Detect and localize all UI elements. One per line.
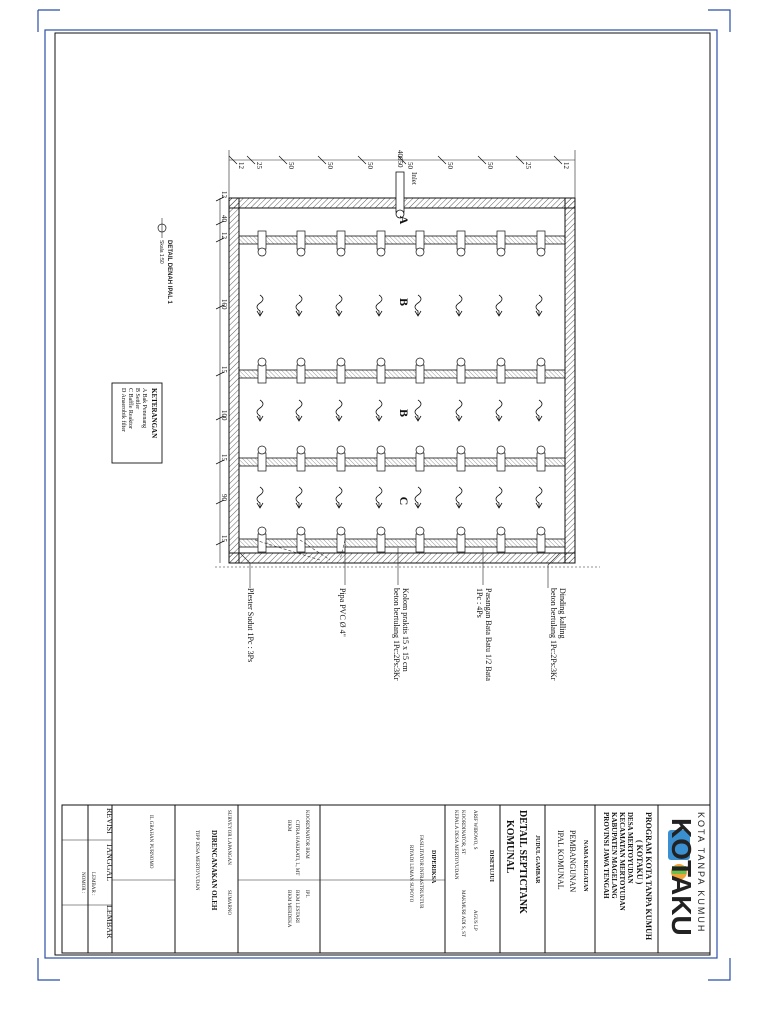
dim-side-label: 15 [220,535,228,542]
flow-arrow [496,295,502,316]
tb-checked: FASILITATOR INFRASTRUKTUR [418,835,423,909]
pipe-outlet [337,527,345,535]
pipe-outlet [297,358,305,366]
wall-left [229,198,239,563]
flow-arrow [536,487,542,508]
dim-top-label: 12 [237,162,245,169]
pvc-pipe [337,534,345,552]
tb-verified: CITRA HAKIKATI, L, MT [294,820,299,876]
tb-drawing-title: KOMUNAL [504,820,515,874]
legend-box [112,383,162,463]
drawing-title-text: DETAIL DENAH IPAL 1 [166,240,172,304]
pvc-pipe [497,534,505,552]
pvc-pipe [416,453,424,471]
flow-arrow [296,295,302,316]
callout-line: Kolom praktis 15 x 15 cm [401,588,410,672]
drawing-title [158,218,172,305]
dim-side-label: 100 [220,410,228,421]
pipe-outlet [416,248,424,256]
pipe-outlet [416,527,424,535]
flow-arrow [536,295,542,316]
tb-activity: IPAL KOMUNAL [556,830,565,890]
tb-drawn-by: IL GRAHAN PURNOMO [148,815,153,869]
pvc-pipe [258,365,266,383]
pvc-pipe [416,231,424,249]
wall-right [565,198,575,563]
pvc-pipe [457,453,465,471]
pvc-pipe [337,453,345,471]
pvc-pipe [457,231,465,249]
partition-1 [239,236,565,244]
kotaku-logo [666,812,706,936]
pipe-outlet [497,446,505,454]
tb-drawing-label: JUDUL GAMBAR [534,835,540,884]
dim-inlet: 40050 [396,150,404,168]
pipe-outlet [537,248,545,256]
pvc-pipe [377,534,385,552]
legend-item-a: A Bak Penenang [141,388,147,428]
tb-activity: PEMBANGUNAN [568,830,577,893]
pvc-pipe [416,534,424,552]
dim-top-label: 50 [326,162,334,169]
dim-top-label: 50 [406,162,414,169]
pvc-pipe [337,231,345,249]
tb-activity-label: NAMA KEGIATAN [582,840,588,892]
flow-arrow [496,487,502,508]
tb-page-no: NOMOR : [80,872,85,894]
pvc-pipe [258,453,266,471]
flow-arrow [536,400,542,421]
tb-approved: MAKMURI ADI S, ST [460,890,465,937]
pipe-outlet [497,527,505,535]
pvc-pipe [457,365,465,383]
flow-arrow [376,295,382,316]
pvc-pipe [258,231,266,249]
dim-top-label: 25 [255,162,263,169]
pipe-outlet [537,446,545,454]
tb-location: KECAMATAN MERTOYUDAN [618,812,626,911]
callout-line: Pasangan Bata Batu 1/2 Bata [484,588,493,681]
pipe-outlet [258,527,266,535]
pipe-outlet [337,248,345,256]
flow-arrow [296,487,302,508]
pvc-pipe [377,453,385,471]
dim-side-label: 160 [220,299,228,310]
dim-side-label: 40 [220,215,228,222]
pvc-pipe [497,453,505,471]
callout-pasangan [475,588,493,681]
zone-label-b2: B [397,408,411,418]
callout-line: Dinding kalling [558,588,567,639]
pvc-pipe [537,231,545,249]
flow-arrow [336,487,342,508]
dim-top-label: 50 [446,162,454,169]
dim-top-label: 25 [524,162,532,169]
tb-prepared: SURVEYOR LAPANGAN [226,810,231,865]
pvc-pipe [537,453,545,471]
flow-arrow [456,487,462,508]
legend-heading: KETERANGAN [150,388,158,439]
pipe-outlet [377,358,385,366]
pipe-outlet [457,446,465,454]
tb-program-sub: ( KOTAKU ) [635,840,644,885]
callout-line: 1Pc : 4Ps [475,588,484,618]
pvc-pipe [377,231,385,249]
tb-prepared: TIPP DESA MERTOYUDAN [194,830,199,891]
flow-arrow [415,487,421,508]
pipe-outlet [377,248,385,256]
callout-dinding [549,588,567,681]
pvc-pipe [337,365,345,383]
pipe-outlet [297,527,305,535]
pipe-outlet [337,358,345,366]
tb-location: PROVINSI JAWA TENGAH [602,812,610,899]
drawing-scale: Skala 1:50 [158,240,164,264]
flow-arrow [336,295,342,316]
callout-kolom [392,588,410,681]
dim-top-label: 50 [366,162,374,169]
pipe-outlet [457,358,465,366]
legend-item-d: D Anaerobik filter [120,388,126,432]
dim-top-label: 12 [562,162,570,169]
partition-2 [239,370,565,378]
tb-prepared-label: DIRENCANAKAN OLEH [210,830,218,911]
floor-plan [229,172,575,563]
legend-item-c: C Baffle Reaktor [127,388,133,429]
tb-verified: BKM LESTARI [294,890,299,923]
tb-verified: BKM [286,820,291,832]
tb-verified: KOORDINATOR BKM [304,810,309,859]
pipe-outlet [377,446,385,454]
tb-revision: REVISI [105,808,114,834]
flow-arrow [496,400,502,421]
pipe-outlet [337,446,345,454]
title-block [62,805,710,953]
pvc-pipe [377,365,385,383]
logo-sub: KOTA TANPA KUMUH [696,812,706,934]
dim-side-label: 15 [220,454,228,461]
zone-label-a: A [397,215,411,225]
pipe-outlet [377,527,385,535]
tb-checked-label: DIPERIKSA [430,850,436,884]
tb-prepared: SUMARNO [226,890,231,916]
dim-top-label: 50 [486,162,494,169]
tb-drawing-title: DETAIL SEPTICTANK [517,810,528,914]
pvc-pipe [297,231,305,249]
pipe-outlet [297,248,305,256]
pipe-outlet [497,248,505,256]
flow-arrow [415,295,421,316]
callout-pipa: Pipa PVC Ø 4" [338,588,347,637]
flow-arrow [376,487,382,508]
pvc-pipe [416,365,424,383]
inlet-label: Inlet [410,172,418,185]
flow-arrows [257,295,542,508]
dimension-side [216,191,228,563]
flow-arrow [376,400,382,421]
pvc-pipe [537,365,545,383]
tb-approved-label: DISETUJUI [488,850,494,883]
wall-bottom [229,553,575,563]
pipe-outlet [457,527,465,535]
pipe-outlet [258,248,266,256]
tb-sheet: LEMBAR [105,905,114,939]
logo-word: KOTAKU [666,818,697,936]
flow-arrow [296,400,302,421]
dim-side-label: 12 [220,232,228,239]
pipe-outlet [416,446,424,454]
pipe-outlet [537,358,545,366]
tb-verified: BKM MERDEKA [286,890,291,928]
dim-top-label: 50 [287,162,295,169]
partition-3 [239,458,565,466]
tb-location: DESA MERTOYUDAN [626,812,634,884]
flow-arrow [415,400,421,421]
pvc-pipe [297,365,305,383]
flow-arrow [336,400,342,421]
pvc-pipe [297,453,305,471]
flow-arrow [257,487,263,508]
zone-label-b1: B [397,297,411,307]
tb-sheet-no: LEMBAR : [90,872,95,896]
pipe-outlet [258,358,266,366]
flow-arrow [257,400,263,421]
tb-approved: KEPALA DESA MERTOYUDAN [453,810,458,880]
pipe-outlet [497,358,505,366]
pipe-outlet [537,527,545,535]
pipe-outlet [258,446,266,454]
pipe-outlet [416,358,424,366]
flow-arrow [257,295,263,316]
callout-line: beton bertulang 1Pc:2Ps:3Kr [549,588,558,681]
tb-approved: AGUS LP [472,910,477,931]
pvc-pipe [497,365,505,383]
pipe-outlet [297,446,305,454]
tb-approved: KOORDINATOR, ST [460,810,465,855]
inlet-pipe [396,172,404,212]
dim-side-label: 15 [220,366,228,373]
zone-label-c: C [397,496,411,506]
pvc-pipe [457,534,465,552]
pvc-pipe [497,231,505,249]
flow-arrow [456,295,462,316]
legend-item-b: B Settler [134,388,140,410]
pipe-outlet [457,248,465,256]
callout-line: beton bertulang 1Pc:2Ps:3Kr [392,588,401,681]
flow-arrow [456,400,462,421]
tb-location: KABUPATEN MAGELANG [610,812,618,899]
pvc-pipe [537,534,545,552]
tb-program: PROGRAM KOTA TANPA KUMUH [644,812,653,941]
tb-checked: RIYADI LEMAN SUPOYO [408,845,413,903]
tb-approved: ARIF WIBOWO, S [472,810,477,850]
dim-side-label: 90 [220,494,228,501]
tb-date: TANGGAL [105,843,114,882]
tb-verified: IPL [304,890,309,898]
dim-side-label: 12 [220,191,228,198]
callout-plester: Plester Sudut 1Pc : 3Ps [246,588,255,663]
pvc-pipe [297,534,305,552]
partition-4 [239,539,565,547]
